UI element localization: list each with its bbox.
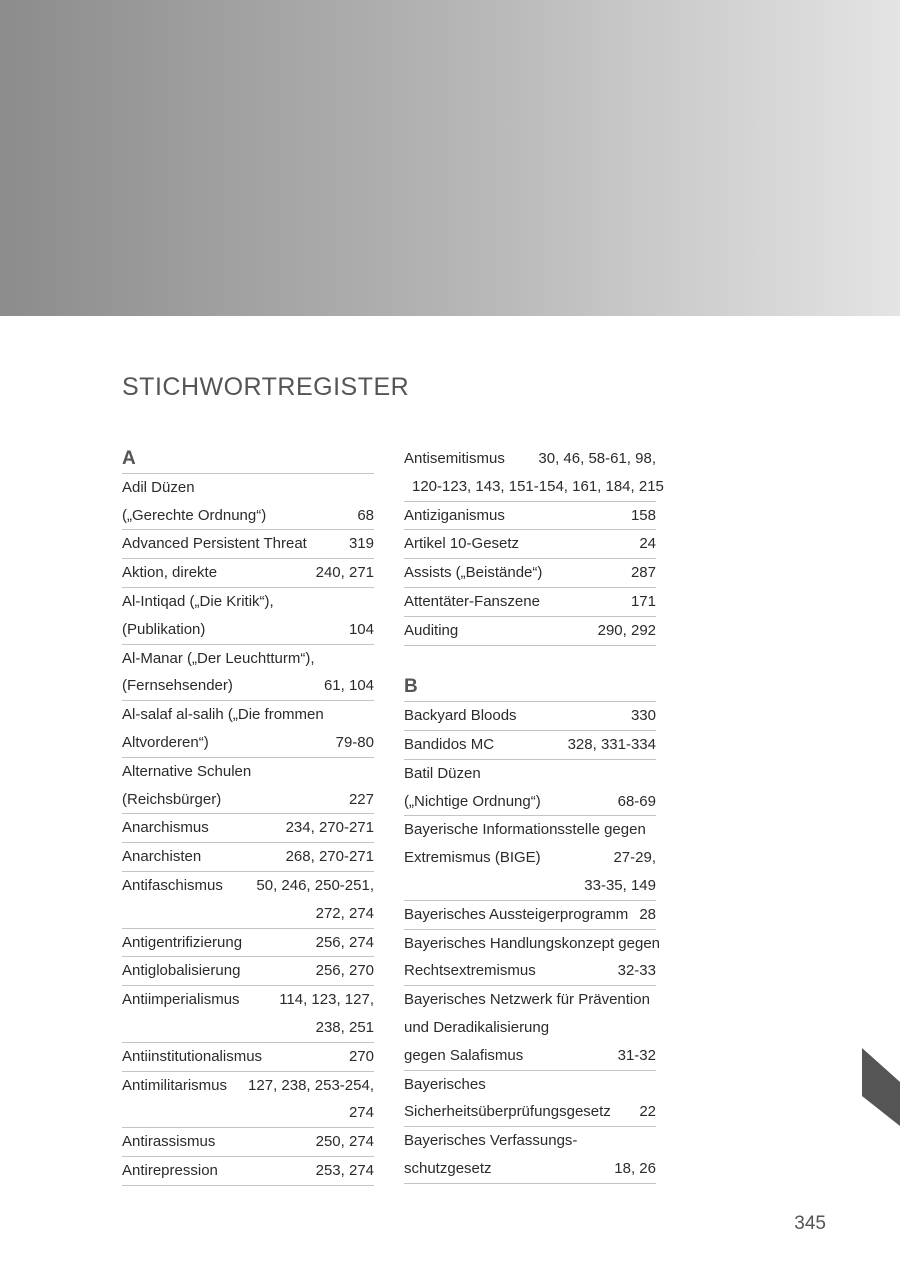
index-entry-line <box>404 1014 656 1042</box>
index-page-refs: 253, 274 <box>315 1161 374 1179</box>
thumb-index-tab-icon <box>862 1048 900 1126</box>
index-entry <box>404 760 656 817</box>
index-page-refs: 32-33 <box>617 962 656 980</box>
section-letter-b: B <box>404 673 656 702</box>
index-entry <box>122 530 374 559</box>
index-entry-line <box>404 1098 656 1126</box>
index-entry-line <box>122 872 374 900</box>
index-term: Al-Manar („Der Leuchtturm“), <box>122 649 315 667</box>
index-page-refs: 238, 251 <box>315 1018 374 1036</box>
index-entry <box>404 702 656 731</box>
index-term: Auditing <box>404 621 459 639</box>
index-list-b <box>404 702 661 1184</box>
page-title: STICHWORTREGISTER <box>122 373 410 401</box>
index-entry-line <box>122 843 374 871</box>
index-entry <box>122 758 374 815</box>
index-page-refs: 234, 270-271 <box>285 819 374 837</box>
index-term: Al-Intiqad („Die Kritik“), <box>122 592 274 610</box>
index-term: Antiglobalisierung <box>122 962 241 980</box>
index-term: Bayerische Informationsstelle gegen <box>404 821 646 839</box>
index-entry-line <box>404 816 656 844</box>
index-term: Bayerisches <box>404 1075 486 1093</box>
index-entry <box>404 901 656 930</box>
index-entry-line <box>122 645 374 673</box>
index-entry-line <box>122 1099 374 1127</box>
index-page-refs: 328, 331-334 <box>567 735 656 753</box>
header-gradient-band <box>0 0 900 316</box>
index-entry-line <box>404 617 656 645</box>
index-entry-line <box>122 474 374 502</box>
index-term: Assists („Beistände“) <box>404 564 543 582</box>
index-entry-line <box>122 1014 374 1042</box>
index-entry-line <box>122 588 374 616</box>
index-entry-line <box>122 729 374 757</box>
index-term: Antiinstitutionalismus <box>122 1047 263 1065</box>
index-page-refs: 18, 26 <box>614 1159 656 1177</box>
index-entry-line <box>404 445 656 473</box>
index-page-refs: 330 <box>630 707 656 725</box>
index-term: Advanced Persistent Threat <box>122 535 307 553</box>
index-list-a <box>122 474 374 1186</box>
index-entry-line <box>122 1043 374 1071</box>
index-entry <box>404 816 656 900</box>
index-term: Antiziganismus <box>404 506 505 524</box>
index-entry <box>404 588 656 617</box>
index-column-left <box>122 445 374 1186</box>
index-page-refs: 287 <box>630 564 656 582</box>
index-page-refs: 30, 46, 58-61, 98, <box>538 450 656 467</box>
index-page-refs: 114, 123, 127, <box>279 991 374 1009</box>
index-entry-line <box>122 1128 374 1156</box>
index-term: Backyard Bloods <box>404 707 517 725</box>
index-entry-line <box>404 473 664 501</box>
index-entry-line <box>122 758 374 786</box>
index-entry <box>122 872 374 929</box>
index-term: Bayerisches Aussteigerprogramm <box>404 905 629 923</box>
index-entry-line <box>122 814 374 842</box>
index-term: Attentäter-Fanszene <box>404 592 540 610</box>
index-entry-line <box>122 986 374 1014</box>
index-term: Al-salaf al-salih („Die frommen <box>122 706 324 724</box>
index-term: Rechtsextremismus <box>404 962 536 980</box>
index-entry-line <box>404 844 656 872</box>
index-term: Batil Düzen <box>404 764 481 782</box>
index-page-refs: 61, 104 <box>323 677 374 695</box>
index-term: Sicherheitsüberprüfungsgesetz <box>404 1103 611 1121</box>
index-entry-line <box>404 1042 656 1070</box>
index-term: Antimilitarismus <box>122 1076 228 1094</box>
section-gap <box>404 646 656 674</box>
index-entry <box>404 530 656 559</box>
index-entry-line <box>404 702 656 730</box>
index-entry-line <box>122 502 374 530</box>
index-term: 120-123, 143, 151-154, 161, 184, 215 <box>412 477 664 495</box>
index-entry-line <box>122 929 374 957</box>
index-entry <box>404 986 656 1070</box>
index-page-refs: 68 <box>357 506 374 524</box>
index-page-refs: 79-80 <box>335 733 374 751</box>
index-entry-line <box>404 930 661 958</box>
index-entry-line <box>122 1157 374 1185</box>
index-entry-line <box>122 616 374 644</box>
index-entry <box>122 814 374 843</box>
index-entry-line <box>122 672 374 700</box>
index-term: Antifaschismus <box>122 876 223 894</box>
index-term: („Gerechte Ordnung“) <box>122 506 267 524</box>
index-entry <box>122 559 374 588</box>
index-entry <box>122 474 374 531</box>
index-page-refs: 268, 270-271 <box>285 848 374 866</box>
index-term: Bayerisches Verfassungs- <box>404 1132 578 1150</box>
index-term: und Deradikalisierung <box>404 1018 550 1036</box>
index-entry <box>122 1157 374 1186</box>
index-entry <box>122 1072 374 1129</box>
index-entry-line <box>404 1071 656 1099</box>
index-entry <box>122 986 374 1043</box>
index-page-refs: 227 <box>348 790 374 808</box>
index-page-refs: 50, 246, 250-251, <box>256 876 374 894</box>
index-entry-line <box>404 872 656 900</box>
index-entry <box>404 930 661 987</box>
index-entry <box>404 731 656 760</box>
index-entry <box>122 588 374 645</box>
index-entry-line <box>404 957 656 985</box>
index-entry <box>404 502 656 531</box>
index-page-refs: 68-69 <box>617 792 656 810</box>
index-entry <box>404 617 656 646</box>
index-entry <box>404 1071 656 1128</box>
index-term: Bayerisches Netzwerk für Prävention <box>404 991 650 1009</box>
index-term: Bayerisches Handlungskonzept gegen <box>404 934 661 952</box>
index-page-refs: 256, 274 <box>315 933 374 951</box>
index-entry-line <box>122 530 374 558</box>
index-entry-line <box>404 901 656 929</box>
index-term: Bandidos MC <box>404 735 495 753</box>
index-page-refs: 127, 238, 253-254, <box>248 1076 374 1094</box>
index-term: Anarchisten <box>122 848 202 866</box>
index-column-right <box>404 445 664 1184</box>
index-page-refs: 158 <box>630 506 656 524</box>
index-term: gegen Salafismus <box>404 1046 524 1064</box>
index-term: Aktion, direkte <box>122 564 218 582</box>
index-entry <box>404 1127 656 1184</box>
page-number: 345 <box>794 1213 826 1234</box>
index-term: Extremismus (BIGE) <box>404 849 541 867</box>
index-term: Antigentrifizierung <box>122 933 243 951</box>
index-entry-line <box>122 900 374 928</box>
index-entry <box>122 929 374 958</box>
index-term: Anarchismus <box>122 819 209 837</box>
index-page-refs: 22 <box>639 1103 656 1121</box>
index-entry-line <box>404 986 656 1014</box>
index-page-refs: 33-35, 149 <box>584 876 656 894</box>
index-entry <box>122 1043 374 1072</box>
index-entry-line <box>404 760 656 788</box>
index-entry-line <box>404 731 656 759</box>
index-entry <box>122 957 374 986</box>
index-page-refs: 240, 271 <box>315 564 374 582</box>
index-term: (Reichsbürger) <box>122 790 222 808</box>
index-page-refs: 270 <box>348 1047 374 1065</box>
index-term: Adil Düzen <box>122 478 195 496</box>
index-term: Alternative Schulen <box>122 762 252 780</box>
index-entry <box>122 701 374 758</box>
index-term: Altvorderen“) <box>122 733 209 751</box>
index-term: Antirassismus <box>122 1133 216 1151</box>
index-entry <box>122 843 374 872</box>
index-term: Antiimperialismus <box>122 991 240 1009</box>
index-term: Artikel 10-Gesetz <box>404 535 520 553</box>
index-entry-line <box>122 701 374 729</box>
section-letter-a: A <box>122 445 374 474</box>
index-page-refs: 274 <box>348 1104 374 1122</box>
index-term: (Fernsehsender) <box>122 677 233 695</box>
index-entry-line <box>122 1072 374 1100</box>
index-page-refs: 28 <box>639 905 656 923</box>
index-page-refs: 27-29, <box>613 849 656 867</box>
index-page-refs: 250, 274 <box>315 1133 374 1151</box>
index-page-refs: 171 <box>630 592 656 610</box>
index-term: Antirepression <box>122 1161 218 1179</box>
index-term: schutzgesetz <box>404 1159 492 1177</box>
index-entry <box>404 559 656 588</box>
index-page-refs: 272, 274 <box>315 904 374 922</box>
index-entry-line <box>122 559 374 587</box>
index-entry-line <box>404 559 656 587</box>
index-entry-line <box>404 588 656 616</box>
index-term: Antisemitismus <box>404 450 505 467</box>
index-page-refs: 290, 292 <box>597 621 656 639</box>
index-page-refs: 256, 270 <box>315 962 374 980</box>
index-term: („Nichtige Ordnung“) <box>404 792 541 810</box>
index-entry-line <box>404 788 656 816</box>
index-entry <box>122 645 374 702</box>
index-entry <box>122 1128 374 1157</box>
index-page-refs: 104 <box>348 620 374 638</box>
index-entry-line <box>122 786 374 814</box>
index-entry-line <box>122 957 374 985</box>
index-page-refs: 24 <box>639 535 656 553</box>
index-entry-line <box>404 502 656 530</box>
index-term: (Publikation) <box>122 620 206 638</box>
index-entry-line <box>404 1155 656 1183</box>
index-list-a-continued <box>404 445 664 646</box>
index-entry-line <box>404 1127 656 1155</box>
index-page-refs: 319 <box>348 535 374 553</box>
index-entry-line <box>404 530 656 558</box>
index-entry <box>404 445 664 502</box>
index-page-refs: 31-32 <box>617 1046 656 1064</box>
